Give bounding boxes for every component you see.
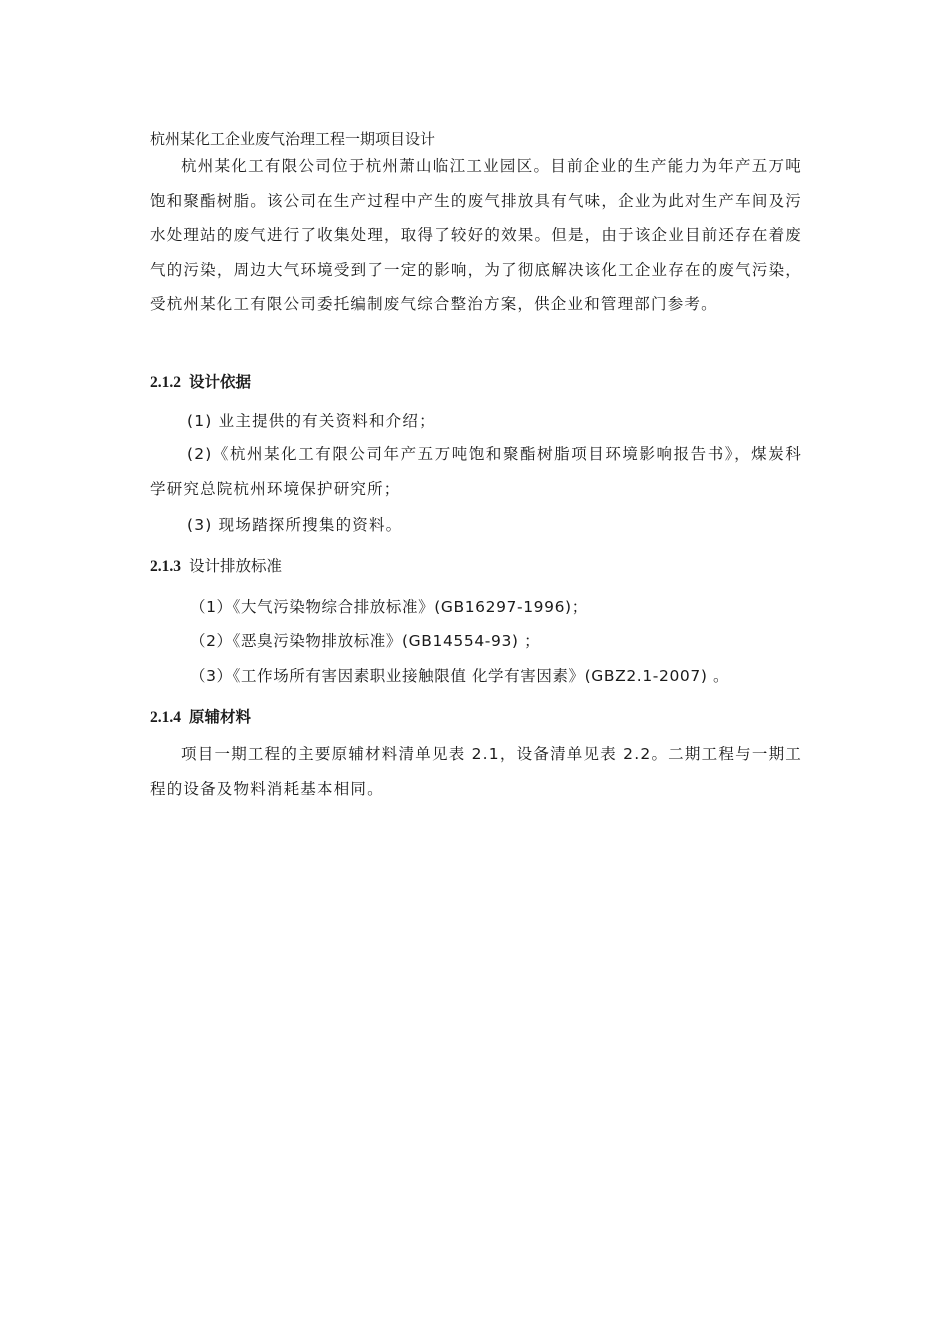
standard-item-1: （1）《大气污染物综合排放标准》(GB16297-1996)； [190,598,588,616]
materials-paragraph: 项目一期工程的主要原辅材料清单见表 2.1，设备清单见表 2.2。二期工程与一期工程的设备及物料消耗基本相同。 [150,745,802,798]
standard-item-3: （3）《工作场所有害因素职业接触限值 化学有害因素》(GBZ2.1-2007) 。 [190,667,730,685]
section-title: 原辅材料 [189,708,252,726]
section-number: 2.1.4 [150,709,181,726]
basis-item-3: (3) 现场踏探所搜集的资料。 [187,516,403,534]
basis-item-2: (2)《杭州某化工有限公司年产五万吨饱和聚酯树脂项目环境影响报告书》，煤炭科学研究总院杭州环境保护研究所； [150,445,802,498]
section-title: 设计依据 [189,373,252,391]
section-number: 2.1.3 [150,558,181,575]
section-heading-standards [150,554,282,576]
section-number: 2.1.2 [150,374,181,391]
intro-paragraph: 杭州某化工有限公司位于杭州萧山临江工业园区。目前企业的生产能力为年产五万吨饱和聚酯树脂。该公司在生产过程中产生的废气排放具有气味，企业为此对生产车间及污水处理站的废气进行了收集处理，取得了较好的效果。但是，由于该企业目前还存在着废气的污染，周边大气环境受到了一定的影响，为了彻底解决该化工企业存在的废气污染，受杭州某化工有限公司委托编制废气综合整治方案，供企业和管理部门参考。 [150,157,802,313]
section-title: 设计排放标准 [189,557,283,575]
section-heading-basis [150,370,251,392]
standard-item-2: （2）《恶臭污染物排放标准》(GB14554-93) ； [190,632,541,650]
section-heading-materials [150,705,251,727]
basis-item-1: (1) 业主提供的有关资料和介绍； [187,412,436,430]
document-title: 杭州某化工企业废气治理工程一期项目设计 [150,130,436,148]
